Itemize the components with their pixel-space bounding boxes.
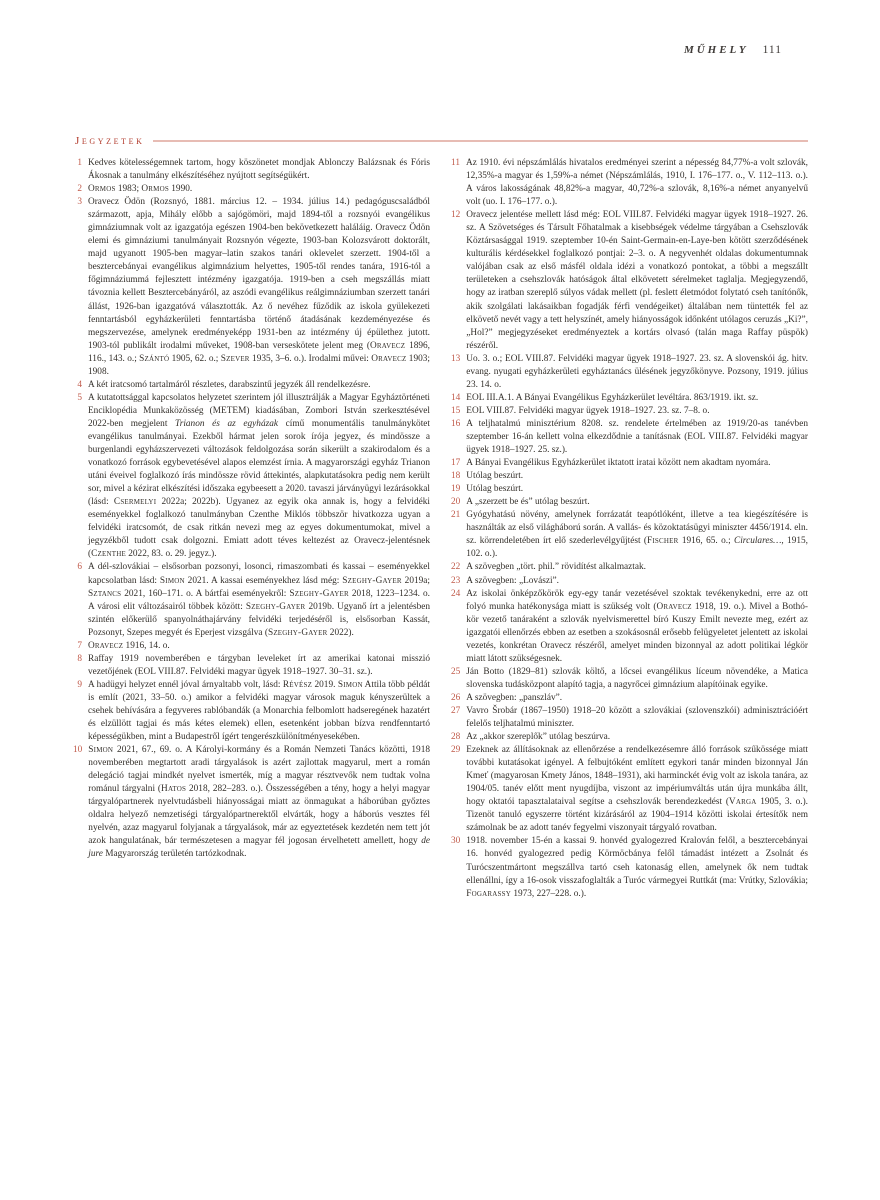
- note-number: 25: [451, 666, 461, 677]
- note-number: 15: [451, 405, 461, 416]
- small-caps-citation: Szeghy-Gayer: [267, 627, 328, 638]
- italic-text: Circulares…: [734, 536, 782, 547]
- small-caps-citation: Hatos: [161, 784, 187, 795]
- endnote: [73, 379, 430, 392]
- endnote: [451, 353, 808, 392]
- endnote: [451, 666, 808, 692]
- endnote: [451, 744, 808, 835]
- note-number: 9: [77, 679, 82, 690]
- small-caps-citation: Oravecz: [88, 640, 124, 651]
- note-text: Utólag beszúrt.: [466, 484, 524, 495]
- note-number: 26: [451, 692, 461, 703]
- heading-rule: [153, 140, 808, 142]
- endnote: [73, 196, 430, 379]
- note-text: Gyógyhatású növény, amelynek forrázatát teapótlóként, illetve a tea kiegészítésére is használták az első világháború során. A vallás- és közoktatásügyi miniszter 4456/1914. eln. sz. körrendeletében írt elő szederlevélgyűjtést (Fischer 1916, 65. o.; Circulares…, 1915, 102. o.).: [466, 510, 808, 560]
- endnote: [73, 183, 430, 196]
- note-number: 27: [451, 705, 461, 716]
- endnote: [73, 561, 430, 639]
- note-number: 6: [77, 562, 82, 573]
- note-text: EOL III.A.1. A Bányai Evangélikus Egyházkerület levéltára. 863/1919. ikt. sz.: [466, 392, 759, 403]
- endnote: [73, 392, 430, 562]
- small-caps-citation: Ormos: [88, 184, 116, 195]
- note-text: A szövegben „tört. phil.” rövidítést alkalmaztak.: [466, 562, 646, 573]
- small-caps-citation: Szeghy-Gayer: [245, 601, 306, 612]
- note-text: Utólag beszúrt.: [466, 471, 524, 482]
- page-header: [684, 44, 782, 56]
- italic-text: de jure: [88, 836, 430, 860]
- note-text: Oravecz 1916, 14. o.: [88, 640, 170, 651]
- small-caps-citation: Révész: [282, 679, 313, 690]
- endnote: [73, 653, 430, 679]
- note-text: Ján Botto (1829–81) szlovák költő, a lőcsei evangélikus líceum növendéke, a Matica slovenska tudásközpont alapító tagja, a nagyrőcei gimnázium alapítóinak egyike.: [466, 666, 808, 690]
- running-head: MŰHELY: [683, 44, 749, 56]
- endnote: [451, 418, 808, 457]
- small-caps-citation: Oravecz: [656, 601, 692, 612]
- endnote: [451, 692, 808, 705]
- note-number: 4: [77, 379, 82, 390]
- small-caps-citation: Szeghy-Gayer: [289, 588, 349, 599]
- endnote: [73, 640, 430, 653]
- endnote: [451, 705, 808, 731]
- note-text: A szövegben: „Lovászi”.: [466, 575, 559, 586]
- note-text: A hadügyi helyzet ennél jóval árnyaltabb volt, lásd: Révész 2019. Simon Attila több példát is említ (2021, 33–50. o.) amikor a felvidéki magyar városok maguk kényszerültek a csehek behívására a fegyveres rablóbandák (a Monarchia felbomlott hadseregének hazatért és elzüllött tagjai és más kétes elemek) ellen, esetenként jobban bízva rendfenntartó képességükben, mint a Budapestről ígért tengerészkülönítményesekében.: [88, 679, 430, 743]
- endnote: [451, 470, 808, 483]
- small-caps-citation: Ormos: [141, 184, 169, 195]
- note-text: EOL VIII.87. Felvidéki magyar ügyek 1918–1927. 23. sz. 7–8. o.: [466, 405, 710, 416]
- endnote: [73, 679, 430, 744]
- note-number: 18: [451, 471, 461, 482]
- note-text: 1918. november 15-én a kassai 9. honvéd gyalogezred Kralován felől, a besztercebányai 16. honvéd gyalogezred pedig Körmöcbánya felől támadást intézett a Zsolnát és Turócszentmártont megszállva tartó cseh katonaság ellen, amelynek ők nem tudtak ellenállni, így a 16-osok visszafoglalták a Turóc vármegyei Ruttkát (ma: Vrútky, Szlovákia; Fogarassy 1973, 227–228. o.).: [466, 836, 808, 899]
- note-text: A két iratcsomó tartalmáról részletes, darabszintű jegyzék áll rendelkezésre.: [88, 379, 371, 390]
- note-number: 10: [73, 745, 83, 756]
- note-number: 1: [77, 158, 82, 168]
- endnote: [451, 588, 808, 666]
- note-text: Raffay 1919 novemberében e tárgyban leveleket írt az amerikai katonai misszió vezetőjének (EOL VIII.87. Felvidéki magyar ügyek 1918–1927. 30–31. sz.).: [88, 653, 430, 677]
- note-text: Vavro Šrobár (1867–1950) 1918–20 között a szlovákiai (szlovenszkói) adminisztrációért felelős teljhatalmú miniszter.: [466, 705, 808, 730]
- note-text: A szövegben: „panszláv”.: [466, 692, 563, 703]
- small-caps-citation: Oravecz: [371, 353, 407, 364]
- note-text: Simon 2021, 67., 69. o. A Károlyi-kormány és a Román Nemzeti Tanács közötti, 1918 novemberében megtartott aradi tárgyalások is azért zajlottak magyarul, mert a román delegáció tagjai mindkét nyelvet ismerték, míg a magyar résztvevők nem tudtak volna románul tárgyalni (Hatos 2018, 282–283. o.). Összességében a tény, hogy a helyi magyar tárgyalópartnerek nyelvtudásbeli hiányosságai miatt az önmagukat a háborúban győztes oldalra helyező nemzetiségi tárgyalópartnerektől elvárták, hogy a háborús vesztes fél nyelvén, azaz magyarul folyjanak a tárgyalások, már az egyeztetések kezdetén nem tett jót azok hangulatának, bár természetesen a magyar fél jogosan érvelhetett amellett, hogy de jure Magyarország területén tartózkodnak.: [88, 745, 430, 860]
- endnote: [73, 157, 430, 183]
- endnote: [451, 835, 808, 900]
- small-caps-citation: Fischer: [647, 536, 679, 547]
- note-text: Ezeknek az állításoknak az ellenőrzése a rendelkezésemre álló források szűkössége miatt további kutatásokat igényel. A felbujtóként említett egykori tanár minden bizonnyal Ján Kmeť (magyarosan Kmety János, 1848–1931), aki harminckét évig volt az iskola tanára, az 1904/05. tanév előtt ment nyugdíjba, viszont az impériumváltás után újra munkába állt, hogy oktatói tapasztalataival segítse a csehszlovák berendezkedést (Varga 1905, 3. o.). Tizenöt tanuló egyszerre történt kizárásáról az 1904–1914 közötti iskolai értesítők nem számolnak be az adott tanév fegyelmi viszonyait tárgyaló rovatban.: [466, 745, 808, 834]
- endnote: [451, 392, 808, 405]
- endnote: [451, 509, 808, 561]
- note-number: 13: [451, 353, 461, 364]
- notes-section-header: [75, 135, 808, 147]
- endnote: [451, 209, 808, 353]
- endnote: [451, 561, 808, 574]
- note-number: 19: [451, 484, 461, 495]
- endnote: [73, 744, 430, 861]
- small-caps-citation: Simon: [337, 679, 363, 690]
- endnote: [451, 575, 808, 588]
- endnote: [451, 457, 808, 470]
- small-caps-citation: Fogarassy: [466, 888, 511, 899]
- endnote: [451, 483, 808, 496]
- notes-column-right: [451, 157, 808, 901]
- note-text: Az „akkor szereplők” utólag beszúrva.: [466, 732, 611, 743]
- note-text: A Bányai Evangélikus Egyházkerület iktatott iratai között nem akadtam nyomára.: [466, 458, 771, 469]
- small-caps-citation: Varga: [728, 797, 757, 808]
- note-number: 30: [451, 836, 461, 847]
- endnote: [451, 405, 808, 418]
- italic-text: Trianon és az egyházak: [175, 418, 278, 429]
- note-number: 8: [77, 653, 82, 664]
- note-text: Az 1910. évi népszámlálás hivatalos eredményei szerint a népesség 84,77%-a volt szlovák, 12,35%-a magyar és 1,59%-a német (Népszámlálás, 1910, I. 176–177. o., V. 112–113. o.). A város lakosságának 48,82%-a magyar, 40,72%-a szlovák, 8,16%-a német anyanyelvű volt (uo. I. 176–177. o.).: [466, 158, 808, 208]
- note-text: A „szerzett be és” utólag beszúrt.: [466, 497, 590, 508]
- small-caps-citation: Simon: [88, 745, 114, 756]
- note-text: Kedves kötelességemnek tartom, hogy köszönetet mondjak Ablonczy Balázsnak és Fóris Ákosnak a tanulmány elkészítéséhez nyújtott segítségükért.: [88, 158, 430, 182]
- small-caps-citation: Czenthe: [91, 549, 126, 560]
- note-text: Az iskolai önképzőkörök egy-egy tanár vezetésével szoktak tevékenykedni, erre az ott folyó munka hatékonysága miatt is szükség volt (Oravecz 1918, 19. o.). Mivel a Bothó-kör vezető tanáraként a szlovák nyelvismerettel bíró Kuszy Emilt nevezte meg, ezért az igazgatói ellenőrzés ebben az esetben a szokásosnál erősebb felügyeletet jelentett az iskolai vezetés, konkrétan Oravecz részéről, amelyet minden bizonnyal az adott politikai légkör miatt látott szükségesnek.: [466, 588, 808, 664]
- small-caps-citation: Szever: [220, 353, 250, 364]
- note-number: 24: [451, 588, 461, 599]
- small-caps-citation: Sztancs: [88, 588, 122, 599]
- note-text: Ormos 1983; Ormos 1990.: [88, 184, 193, 195]
- notes-columns: [73, 157, 808, 901]
- notes-column-left: [73, 157, 430, 901]
- note-text: A teljhatalmú minisztérium 8208. sz. rendelete értelmében az 1919/20-as tanévben szeptember 16-án kellett volna elkezdődnie a tanításnak (EOL VIII.87. Felvidéki magyar ügyek 1918–1927. 25. sz.).: [466, 418, 808, 456]
- note-number: 22: [451, 562, 461, 573]
- note-number: 3: [77, 197, 82, 208]
- note-number: 17: [451, 458, 461, 469]
- note-number: 14: [451, 392, 461, 403]
- note-text: A kutatottsággal kapcsolatos helyzetet szerintem jól illusztrálják a Magyar Egyháztörténeti Enciklopédia Munkaközösség (METEM) kiadásában, Zombori István szerkesztésével 2022-ben megjelent Trianon és az egyházak című monumentális tanulmánykötet evangélikus tanulmányai. Ezekből hármat jelen sorok írója jegyez, és mindössze a burgenlandi egyházszervezeti változások feldolgozása során sikerült a szakirodalom és a vonatkozó források egybevetésével alapos elemzést írnia. A magyarországi egyház Trianon utáni éveivel foglalkozó írás mindössze rövid áttekintés, alapkutatásokra pedig nem került sor, mivel a kézirat elkészítési időszaka egybeesett a 2020. tavaszi járványügyi lezárásokkal (lásd: Csermelyi 2022a; 2022b). Ugyanez az egyik oka annak is, hogy a felvidéki eseményekkel foglalkozó tanulmányban Czenthe Miklós többször hivatkozza ugyan a felvidéki iratcsomót, de csak ritkán nevezi meg az egyes dokumentumokat, mivel a jegyzékből tudott csak dolgozni. Emiatt adott téves keltezést az Oravecz-jelentésnek (Czenthe 2022, 83. o. 29. jegyz.).: [88, 392, 430, 560]
- note-number: 2: [77, 184, 82, 195]
- endnote: [451, 157, 808, 209]
- note-number: 11: [451, 158, 460, 168]
- note-number: 12: [451, 210, 461, 221]
- small-caps-citation: Szántó: [139, 353, 170, 364]
- small-caps-citation: Simon: [159, 575, 185, 586]
- note-number: 29: [451, 745, 461, 756]
- note-number: 21: [451, 510, 461, 521]
- note-text: A dél-szlovákiai – elsősorban pozsonyi, losonci, rimaszombati és kassai – eseményekkel kapcsolatban lásd: Simon 2021. A kassai eseményekhez lásd még: Szeghy-Gayer 2019a; Sztancs 2021, 160–171. o. A bártfai eseményekről: Szeghy-Gayer 2018, 1223–1234. o. A városi elit változásairól többek között: Szeghy-Gayer 2019b. Ugyanő írt a jelentésben szintén előkerülő spanyolnáthajárvány felvidéki terjedéséről is, elsősorban Kassát, Pozsonyt, Szepes megyét és Eperjest vizsgálva (Szeghy-Gayer 2022).: [88, 562, 430, 638]
- endnote: [451, 496, 808, 509]
- note-number: 7: [77, 640, 82, 651]
- note-number: 16: [451, 418, 461, 429]
- note-number: 23: [451, 575, 461, 586]
- note-text: Uo. 3. o.; EOL VIII.87. Felvidéki magyar ügyek 1918–1927. 23. sz. A slovenskói ág. hitv. evang. nyugati egyházkerületi egyháztanács ülésének jegyzőkönyve. Pozsony, 1919. július 23. 14. o.: [466, 353, 808, 390]
- page-number: 111: [762, 44, 782, 56]
- small-caps-citation: Oravecz: [370, 340, 406, 351]
- note-text: Oravecz jelentése mellett lásd még: EOL VIII.87. Felvidéki magyar ügyek 1918–1927. 26. sz. A Szövetséges és Társult Főhatalmak a kisebbségek védelme tárgyában a Csehszlovák Köztársasággal 1919. szeptember 10-én Saint-Germain-en-Laye-ben kötött szerződésének kulturális kérdésekkel foglalkozó pontjai: 2–3. o. A negyvenhét oldalas dokumentumnak valójában csak az első másfél oldala idézi a vonatkozó pontokat, a többi a megszállt területeken a csehszlovák hatóságok által elkövetett sérelmeket taglalja. Megjegyzendő, hogy az iratban szereplő súlyos vádak mellett (pl. feslett életmódot folytató cseh tanítónők, akik szolgálati lakásaikban fogadják férfi vendégeiket) általában nem tüntették fel az elkövető nevét vagy a tett helyszínét, amely hiányosságok időnként utólagos ceruzás „Ki?”, „Hol?” megjegyzéseket eredményeztek a kortárs olvasó (talán maga Raffay püspök) részéről.: [466, 210, 808, 351]
- small-caps-citation: Szeghy-Gayer: [342, 575, 402, 586]
- note-number: 28: [451, 732, 461, 743]
- note-number: 5: [77, 392, 82, 403]
- small-caps-citation: Csermelyi: [113, 497, 157, 508]
- endnote: [451, 731, 808, 744]
- note-number: 20: [451, 497, 461, 508]
- notes-heading: Jegyzetek: [75, 135, 145, 147]
- note-text: Oravecz Ödön (Rozsnyó, 1881. március 12. – 1934. július 14.) pedagóguscsaládból származott, apja, Mihály előbb a sajógömöri, majd 1894-től a rozsnyói evangélikus gimnáziumnak volt az igazgatója egészen 1904-ben bekövetkezett haláláig. Oravecz Ödön elemi és gimnáziumi tanulmányait Rozsnyón végezte, 1903-ban Kolozsvárott doktorált, majd ugyanott 1905-ben magyar–latin szakos tanári oklevelet szerzett. 1904-től a besztercebányai evangélikus algimnázium helyettes, 1905-től rendes tanára, 1916-tól a főgimnáziummá fejlesztett intézmény igazgatója. 1919-ben a cseh megszállás miatt távoznia kellett Besztercebányáról, az aszódi evangélikus reálgimnáziumban szerzett tanári állást, 1926-ban igazgatóvá választották. Az ő nevéhez fűződik az iskola gyülekezeti fenntartásból egyházkerületi fenntartásba történő átadásának kezdeményezése és megszervezése, amelynek eredményeképp 1931-ben az intézmény új épülethez jutott. 1903-tól publikált irodalmi műveket, 1908-ban verseskötete jelent meg (Oravecz 1896, 116., 143. o.; Szántó 1905, 62. o.; Szever 1935, 3–6. o.). Irodalmi művei: Oravecz 1903; 1908.: [88, 197, 430, 377]
